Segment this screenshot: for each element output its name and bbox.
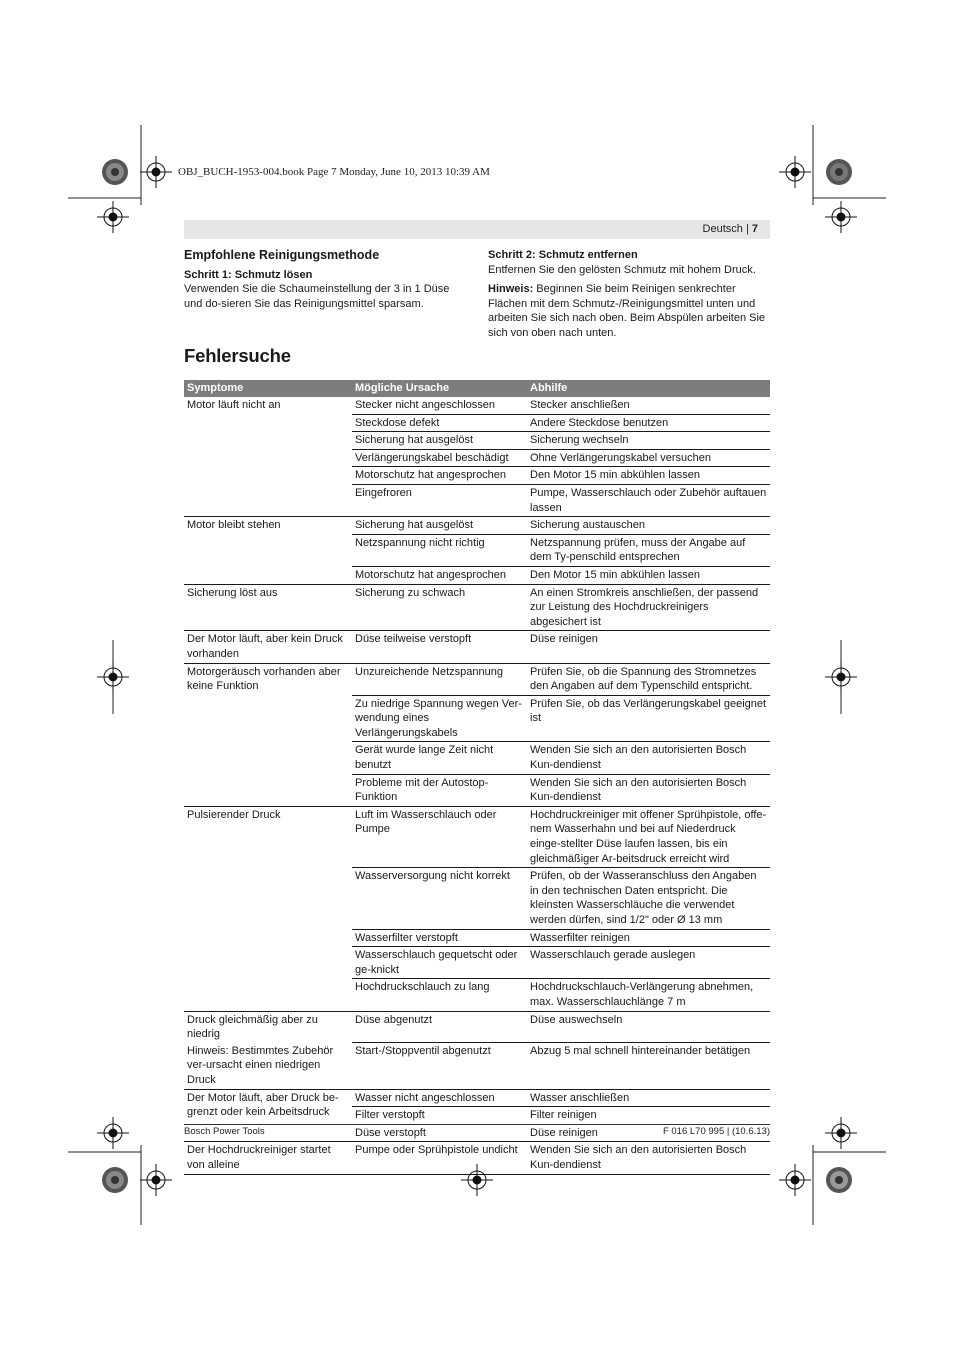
cause-cell: Steckdose defekt <box>352 414 527 432</box>
step-1-text: Verwenden Sie die Schaumeinstellung der 3 in 1 Düse und do-sieren Sie das Reinigungsmittel sparsam. <box>184 283 450 310</box>
cause-cell: Filter verstopft <box>352 1107 527 1125</box>
cause-cell: Sicherung hat ausgelöst <box>352 517 527 535</box>
cause-cell: Wasser nicht angeschlossen <box>352 1089 527 1107</box>
symptom-cell: Motor läuft nicht an <box>187 399 281 411</box>
remedy-cell: An einen Stromkreis anschließen, der passend zur Leistung des Hochdruckreinigers abgesichert ist <box>527 584 770 631</box>
cause-cell: Pumpe oder Sprühpistole undicht <box>352 1142 527 1174</box>
table-row <box>184 1142 770 1174</box>
cleaning-method-heading: Empfohlene Reinigungsmethode <box>184 248 380 262</box>
symptom-cell: Pulsierender Druck <box>184 806 352 1011</box>
remedy-cell: Sicherung wechseln <box>527 432 770 450</box>
remedy-cell: Hochdruckschlauch-Verlängerung abnehmen, max. Wasserschlauchlänge 7 m <box>527 979 770 1011</box>
note-label: Hinweis: <box>488 283 534 295</box>
remedy-cell: Stecker anschließen <box>530 399 630 411</box>
left-column <box>184 248 470 316</box>
header-remedy: Abhilfe <box>527 380 770 397</box>
remedy-cell: Wasserschlauch gerade auslegen <box>527 947 770 979</box>
remedy-cell: Hochdruckreiniger mit offener Sprühpistole, offe-nem Wasserhahn und bei auf Niederdruck einge-stellter Düse laufen lassen, bis ein gleichmäßiger Ar-beitsdruck erreicht wird <box>527 806 770 867</box>
remedy-cell: Düse auswechseln <box>527 1011 770 1043</box>
symptom-cell: Druck gleichmäßig aber zu niedrig <box>184 1011 352 1043</box>
header-symptoms: Symptome <box>184 380 352 397</box>
cause-cell: Gerät wurde lange Zeit nicht benutzt <box>352 742 527 774</box>
language-label: Deutsch <box>702 223 743 235</box>
cause-cell: Luft im Wasserschlauch oder Pumpe <box>352 806 527 867</box>
remedy-cell: Ohne Verlängerungskabel versuchen <box>527 449 770 467</box>
symptom-cell: Motor bleibt stehen <box>184 517 352 584</box>
table-row <box>184 1043 770 1089</box>
symptom-cell: Der Motor läuft, aber Druck be-grenzt oder kein Arbeitsdruck <box>184 1089 352 1142</box>
remedy-cell: Wenden Sie sich an den autorisierten Bosch Kun-dendienst <box>527 1142 770 1174</box>
note-paragraph <box>488 282 770 340</box>
remedy-cell: Düse reinigen <box>527 1124 770 1142</box>
cause-cell: Düse teilweise verstopft <box>352 631 527 663</box>
table-row <box>184 1011 770 1043</box>
header-cause: Mögliche Ursache <box>352 380 527 397</box>
remedy-cell: Wasser anschließen <box>527 1089 770 1107</box>
remedy-cell: Prüfen Sie, ob das Verlängerungskabel geeignet ist <box>527 695 770 742</box>
remedy-cell: Andere Steckdose benutzen <box>527 414 770 432</box>
cause-cell: Unzureichende Netzspannung <box>352 663 527 695</box>
table-row <box>184 517 770 535</box>
remedy-cell: Sicherung austauschen <box>527 517 770 535</box>
footer-brand: Bosch Power Tools <box>184 1126 265 1137</box>
cause-cell: Motorschutz hat angesprochen <box>352 467 527 485</box>
language-page-label <box>703 223 758 235</box>
cause-cell: Hochdruckschlauch zu lang <box>352 979 527 1011</box>
cause-cell: Eingefroren <box>352 484 527 516</box>
table-row <box>184 663 770 695</box>
remedy-cell: Wenden Sie sich an den autorisierten Bosch Kun-dendienst <box>527 774 770 806</box>
remedy-cell: Prüfen Sie, ob die Spannung des Stromnetzes den Angaben auf dem Typenschild entspricht. <box>527 663 770 695</box>
table-row <box>184 631 770 663</box>
cause-cell: Start-/Stoppventil abgenutzt <box>352 1043 527 1089</box>
footer-doc-number: F 016 L70 995 | (10.6.13) <box>662 1126 770 1137</box>
right-column <box>488 248 770 345</box>
section-title: Fehlersuche <box>184 345 291 366</box>
table-header-row <box>184 380 770 397</box>
cause-cell: Wasserversorgung nicht korrekt <box>352 868 527 929</box>
troubleshooting-table <box>184 380 770 1175</box>
cause-cell: Sicherung zu schwach <box>352 584 527 631</box>
page-number: 7 <box>751 223 758 235</box>
remedy-cell: Den Motor 15 min abkühlen lassen <box>527 566 770 584</box>
cause-cell: Netzspannung nicht richtig <box>352 534 527 566</box>
book-header: OBJ_BUCH-1953-004.book Page 7 Monday, June 10, 2013 10:39 AM <box>178 166 490 178</box>
symptom-cell: Der Motor läuft, aber kein Druck vorhanden <box>184 631 352 663</box>
step-2-text: Entfernen Sie den gelösten Schmutz mit hohem Druck. <box>488 263 756 276</box>
cause-cell: Düse verstopft <box>352 1124 527 1142</box>
step-2-title: Schritt 2: Schmutz entfernen <box>488 249 638 261</box>
cause-cell: Verlängerungskabel beschädigt <box>352 449 527 467</box>
cause-cell: Stecker nicht angeschlossen <box>355 399 496 411</box>
symptom-cell: Sicherung löst aus <box>184 584 352 631</box>
remedy-cell: Prüfen, ob der Wasseranschluss den Angaben in den technischen Daten entspricht. Die kleinsten Wasserschläuche die verwendet werden dürfen, sind 1/2" oder Ø 13 mm <box>527 868 770 929</box>
remedy-cell: Pumpe, Wasserschlauch oder Zubehör auftauen lassen <box>527 484 770 516</box>
cause-cell: Sicherung hat ausgelöst <box>352 432 527 450</box>
cause-cell: Zu niedrige Spannung wegen Ver-wendung eines Verlängerungskabels <box>352 695 527 742</box>
cause-cell: Motorschutz hat angesprochen <box>352 566 527 584</box>
cause-cell: Wasserfilter verstopft <box>352 929 527 947</box>
symptom-cell: Der Hochdruckreiniger startet von alleine <box>184 1142 352 1174</box>
table-row <box>184 806 770 867</box>
cause-cell: Düse abgenutzt <box>352 1011 527 1043</box>
remedy-cell: Abzug 5 mal schnell hintereinander betätigen <box>527 1043 770 1089</box>
table-row <box>184 397 770 414</box>
remedy-cell: Netzspannung prüfen, muss der Angabe auf dem Ty-penschild entsprechen <box>527 534 770 566</box>
remedy-cell: Wasserfilter reinigen <box>527 929 770 947</box>
note-text: Beginnen Sie beim Reinigen senkrechter Flächen mit dem Schmutz-/Reinigungsmittel unten und arbeiten Sie sich nach oben. Beim Abspülen arbeiten Sie sich von oben nach unten. <box>488 283 766 339</box>
cause-cell: Wasserschlauch gequetscht oder ge-knickt <box>352 947 527 979</box>
step-1-title: Schritt 1: Schmutz lösen <box>184 268 313 281</box>
symptom-cell: Motorgeräusch vorhanden aber keine Funktion <box>184 663 352 806</box>
separator: | <box>745 223 749 235</box>
remedy-cell: Filter reinigen <box>527 1107 770 1125</box>
table-row <box>184 584 770 631</box>
remedy-cell: Düse reinigen <box>527 631 770 663</box>
table-body <box>184 397 770 1174</box>
remedy-cell: Den Motor 15 min abkühlen lassen <box>527 467 770 485</box>
cause-cell: Probleme mit der Autostop-Funktion <box>352 774 527 806</box>
language-bar <box>184 220 770 239</box>
symptom-cell: Hinweis: Bestimmtes Zubehör ver-ursacht einen niedrigen Druck <box>187 1044 334 1086</box>
remedy-cell: Wenden Sie sich an den autorisierten Bosch Kun-dendienst <box>527 742 770 774</box>
table-row <box>184 1089 770 1107</box>
footer-rule <box>184 1124 770 1125</box>
